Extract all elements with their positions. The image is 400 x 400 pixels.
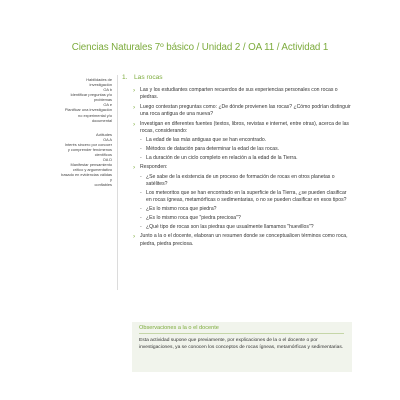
skill-text: Identificar preguntas y/o [70, 92, 112, 98]
sub-bullet-item: - ¿Qué tipo de rocas son las piedras que usualmente llamamos "huevillos"? [130, 224, 352, 231]
skill-text: Planificar una investigación [64, 107, 112, 113]
skill-code: OA e [103, 102, 112, 108]
skill-text: problemas [93, 97, 112, 103]
sidebar-skills [60, 77, 112, 188]
sub-bullet-item: - La edad de las más antiguas que se han encontrado. [130, 137, 352, 144]
sub-bullet-item: - La duración de un ciclo completo en relación a la edad de la Tierra. [130, 155, 352, 162]
attitude-code: OA A [103, 136, 112, 142]
skill-code: OA b [103, 87, 112, 93]
sub-bullet-item: - ¿Se sabe de la existencia de un proceso de formación de rocas en otros planetas o satélites? [130, 174, 352, 189]
bullet-item: › Las y los estudiantes comparten recuerdos de sus experiencias personales con rocas o piedras. [130, 87, 352, 102]
skills-label: Habilidades de [86, 77, 112, 82]
skill-text: no experimental y/o [78, 112, 112, 118]
bullet-item: › Junto a la o el docente, elaboran un resumen donde se conceptualicen términos como roca, piedra, piedra preciosa. [130, 233, 352, 248]
section-number: 1. [122, 74, 128, 81]
page-title: Ciencias Naturales 7º básico / Unidad 2 / OA 11 / Actividad 1 [71, 42, 329, 53]
teacher-notes-divider [139, 333, 344, 334]
skills-label: investigación [89, 82, 112, 88]
attitude-text: confiables [94, 182, 112, 188]
bullet-item: › Luego contestan preguntas como: ¿De dónde provienen las rocas? ¿Cómo podrían distinguir una roca antigua de una nueva? [130, 104, 352, 119]
vertical-divider [117, 75, 118, 290]
sub-bullet-item: - ¿Es lo mismo roca que "piedra preciosa"? [130, 215, 352, 222]
attitude-text: científicos [94, 152, 112, 158]
section-heading [122, 74, 163, 81]
bullet-item: › Responden: [130, 164, 352, 171]
sub-bullet-item: - Los meteoritos que se han encontrado en la superficie de la Tierra, ¿se pueden clasificar en rocas ígneas, metamórficas o sedimentarias, o no se pueden clasificar en esos tipos? [130, 190, 352, 205]
activity-content [130, 87, 352, 250]
section-title: Las rocas [134, 74, 163, 81]
attitude-text: basado en evidencias válidas y [61, 172, 112, 183]
attitude-text: Interés sincero por conocer [64, 141, 112, 147]
skill-text: documental [91, 117, 112, 123]
teacher-notes-text: Esta actividad supone que previamente, por explicaciones de la o el docente o por investigaciones, ya se conocen los conceptos de rocas ígneas, metamórficas y sedimentarias. [139, 338, 344, 351]
bullet-item: › Investigan en diferentes fuentes (textos, libros, revistas e internet, entre otras), acerca de las rocas, considerando: [130, 121, 352, 136]
attitude-text: y comprender fenómenos [67, 146, 112, 152]
sub-bullet-item: - Métodos de datación para determinar la edad de las rocas. [130, 146, 352, 153]
attitude-text: crítico y argumentativo [72, 167, 112, 173]
attitudes-label: Actitudes [95, 131, 112, 137]
sub-bullet-item: - ¿Es lo mismo roca que piedra? [130, 206, 352, 213]
teacher-notes-title: Observaciones a la o el docente [139, 325, 219, 331]
attitude-code: OA D [102, 157, 112, 163]
attitude-text: Manifestar pensamiento [70, 162, 112, 168]
